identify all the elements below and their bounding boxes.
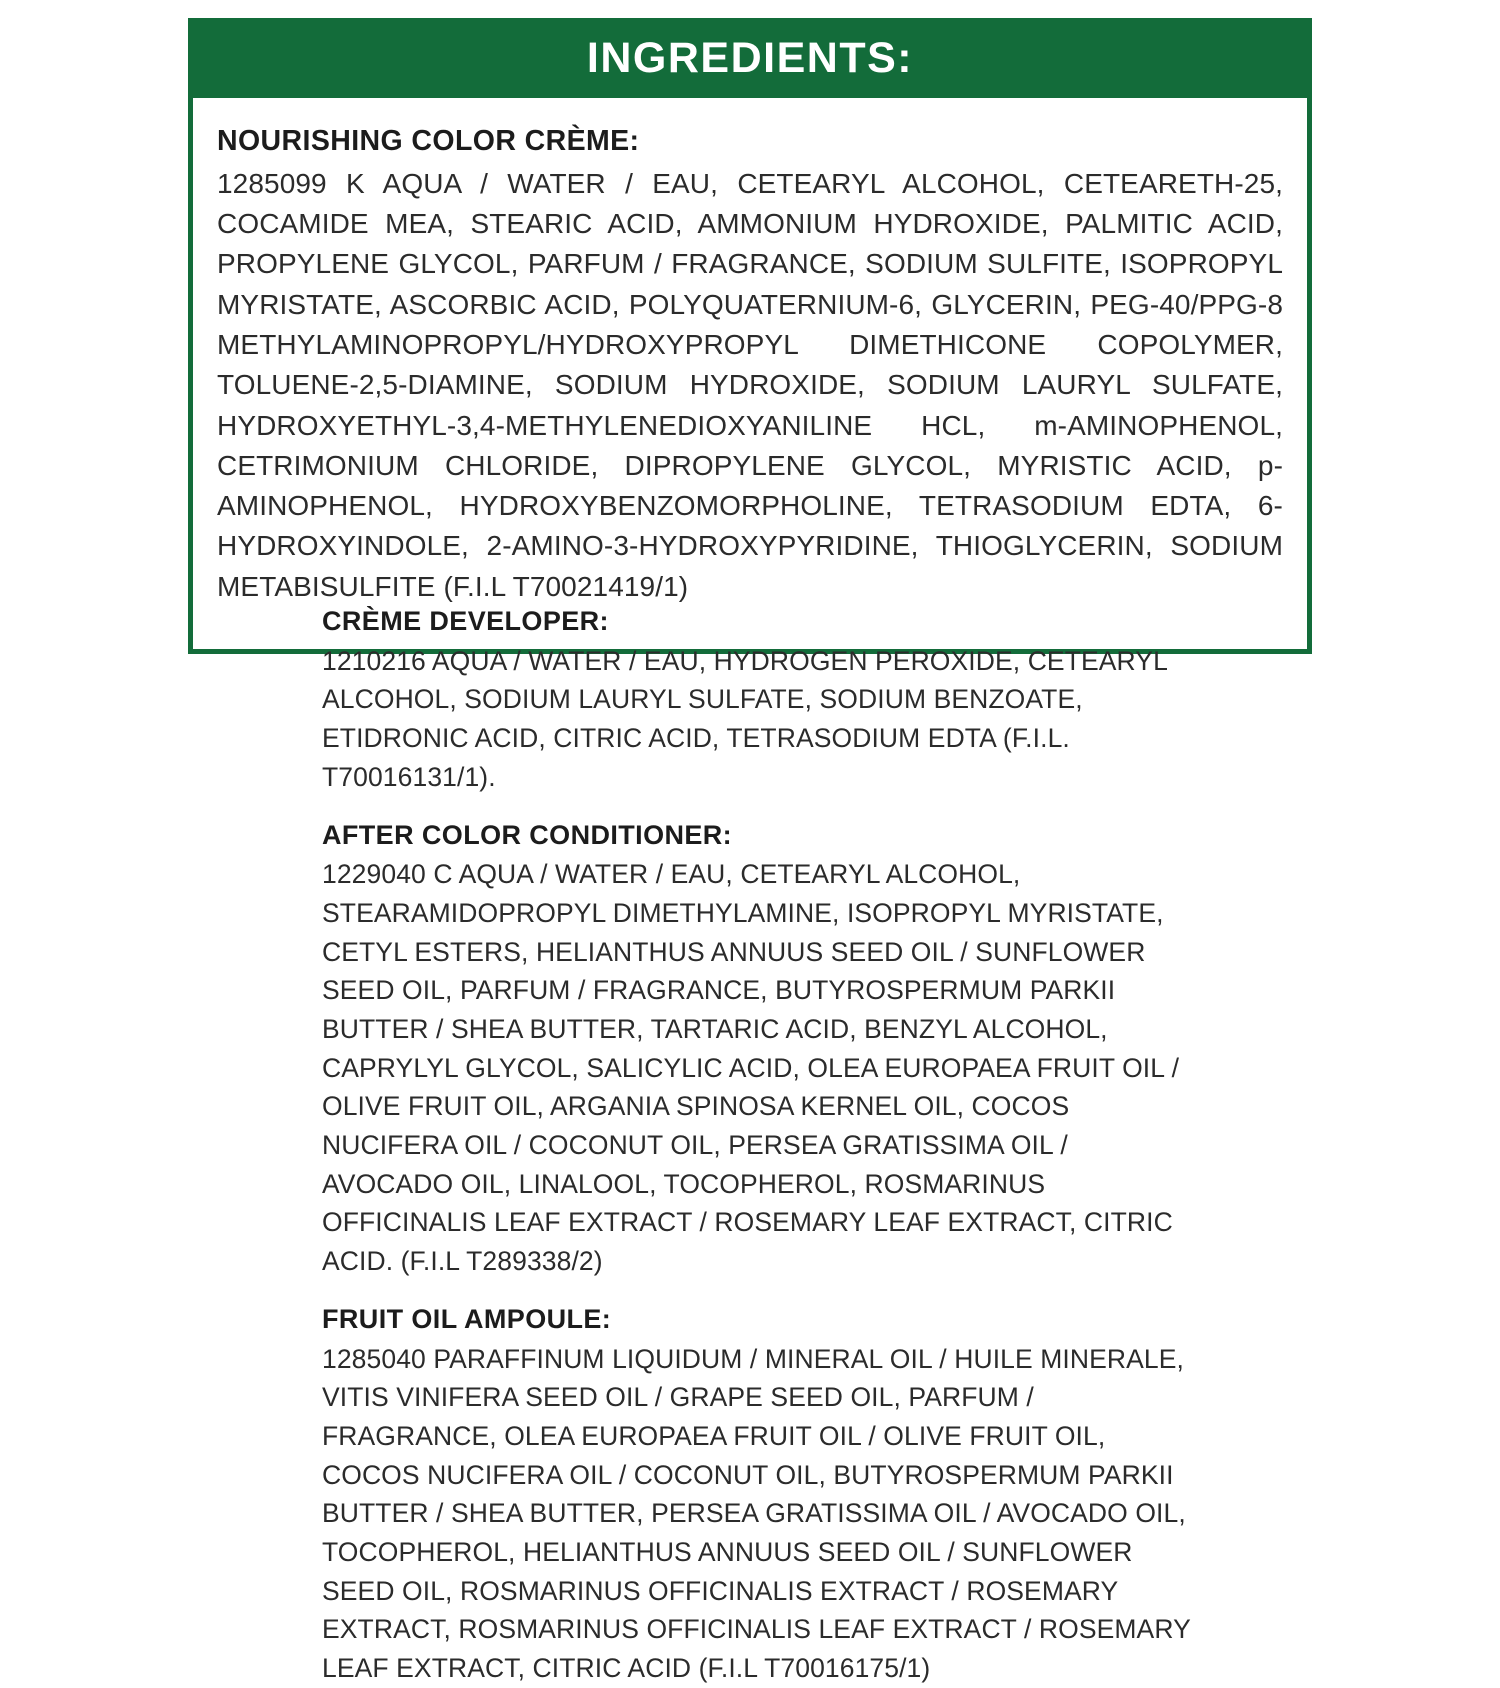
section-body-creme-developer: 1210216 AQUA / WATER / EAU, HYDROGEN PEROXIDE, CETEARYL ALCOHOL, SODIUM LAURYL SULFATE, SODIUM BENZOATE, ETIDRONIC ACID, CITRIC ACID, TETRASODIUM EDTA (F.I.L. T70016131/1). [322, 645, 1167, 792]
ingredients-panel [188, 18, 1312, 654]
section-body-nourishing-color-creme: 1285099 K AQUA / WATER / EAU, CETEARYL ALCOHOL, CETEARETH-25, COCAMIDE MEA, STEARIC ACID, AMMONIUM HYDROXIDE, PALMITIC ACID, PROPYLENE GLYCOL, PARFUM / FRAGRANCE, SODIUM SULFITE, ISOPROPYL MYRISTATE, ASCORBIC ACID, POLYQUATERNIUM-6, GLYCERIN, PEG-40/PPG-8 METHYLAMINOPROPYL/HYDROXYPROPYL DIMETHICONE COPOLYMER, TOLUENE-2,5-DIAMINE, SODIUM HYDROXIDE, SODIUM LAURYL SULFATE, HYDROXYETHYL-3,4-METHYLENEDIOXYANILINE HCL, m-AMINOPHENOL, CETRIMONIUM CHLORIDE, DIPROPYLENE GLYCOL, MYRISTIC ACID, p-AMINOPHENOL, HYDROXYBENZOMORPHOLINE, TETRASODIUM EDTA, 6-HYDROXYINDOLE, 2-AMINO-3-HYDROXYPYRIDINE, THIOGLYCERIN, SODIUM METABISULFITE (F.I.L T70021419/1) [217, 167, 1283, 602]
section-body-fruit-oil-ampoule: 1285040 PARAFFINUM LIQUIDUM / MINERAL OIL / HUILE MINERALE, VITIS VINIFERA SEED OIL / GRAPE SEED OIL, PARFUM / FRAGRANCE, OLEA EUROPAEA FRUIT OIL / OLIVE FRUIT OIL, COCOS NUCIFERA OIL / COCONUT OIL, BUTYROSPERMUM PARKII BUTTER / SHEA BUTTER, PERSEA GRATISSIMA OIL / AVOCADO OIL, TOCOPHEROL, HELIANTHUS ANNUUS SEED OIL / SUNFLOWER SEED OIL, ROSMARINUS OFFICINALIS EXTRACT / ROSEMARY EXTRACT, ROSMARINUS OFFICINALIS LEAF EXTRACT / ROSEMARY LEAF EXTRACT, CITRIC ACID (F.I.L T70016175/1) [322, 1343, 1191, 1684]
section-creme-developer [322, 605, 1192, 797]
section-fruit-oil-ampoule [322, 1303, 1192, 1688]
panel-body [193, 98, 1307, 649]
lower-sections [322, 605, 1192, 1688]
section-title-creme-developer: CRÈME DEVELOPER: [322, 606, 609, 636]
section-body-after-color-conditioner: 1229040 C AQUA / WATER / EAU, CETEARYL ALCOHOL, STEARAMIDOPROPYL DIMETHYLAMINE, ISOPROPYL MYRISTATE, CETYL ESTERS, HELIANTHUS ANNUUS SEED OIL / SUNFLOWER SEED OIL, PARFUM / FRAGRANCE, BUTYROSPERMUM PARKII BUTTER / SHEA BUTTER, TARTARIC ACID, BENZYL ALCOHOL, CAPRYLYL GLYCOL, SALICYLIC ACID, OLEA EUROPAEA FRUIT OIL / OLIVE FRUIT OIL, ARGANIA SPINOSA KERNEL OIL, COCOS NUCIFERA OIL / COCONUT OIL, PERSEA GRATISSIMA OIL / AVOCADO OIL, LINALOOL, TOCOPHEROL, ROSMARINUS OFFICINALIS LEAF EXTRACT / ROSEMARY LEAF EXTRACT, CITRIC ACID. (F.I.L T289338/2) [322, 859, 1180, 1277]
panel-header-title: INGREDIENTS: [193, 23, 1307, 98]
section-title-after-color-conditioner: AFTER COLOR CONDITIONER: [322, 819, 733, 850]
section-after-color-conditioner [322, 819, 1192, 1281]
section-title-nourishing-color-creme: NOURISHING COLOR CRÈME: [217, 125, 640, 157]
section-title-fruit-oil-ampoule: FRUIT OIL AMPOULE: [322, 1303, 612, 1334]
